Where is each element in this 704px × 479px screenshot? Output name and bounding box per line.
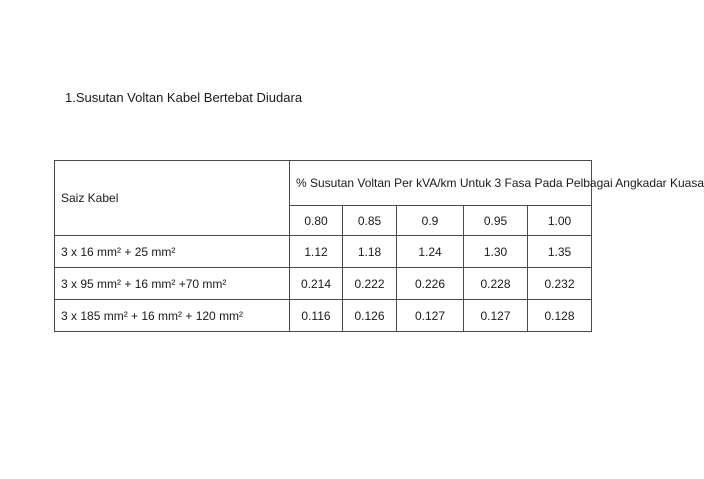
value-cell: 0.226 (397, 268, 464, 300)
power-factor-cell: 0.80 (290, 206, 343, 236)
value-cell: 0.126 (343, 300, 397, 332)
page-title: 1.Susutan Voltan Kabel Bertebat Diudara (65, 90, 303, 105)
power-factor-cell: 0.9 (397, 206, 464, 236)
table-header-row (55, 161, 592, 206)
table-row (55, 236, 592, 268)
cable-size-cell: 3 x 16 mm² + 25 mm² (55, 236, 290, 268)
value-cell: 1.24 (397, 236, 464, 268)
value-cell: 0.214 (290, 268, 343, 300)
value-cell: 1.30 (464, 236, 528, 268)
value-cell: 0.128 (528, 300, 592, 332)
power-factor-cell: 1.00 (528, 206, 592, 236)
power-factor-cell: 0.95 (464, 206, 528, 236)
table-row (55, 300, 592, 332)
cable-size-cell: 3 x 95 mm² + 16 mm² +70 mm² (55, 268, 290, 300)
voltage-drop-table (54, 160, 704, 332)
cable-size-cell: 3 x 185 mm² + 16 mm² + 120 mm² (55, 300, 290, 332)
power-factor-cell: 0.85 (343, 206, 397, 236)
value-cell: 1.18 (343, 236, 397, 268)
voltage-drop-header: % Susutan Voltan Per kVA/km Untuk 3 Fasa Pada Pelbagai Angkadar Kuasa (290, 161, 592, 206)
table-row (55, 268, 592, 300)
value-cell: 1.35 (528, 236, 592, 268)
value-cell: 0.222 (343, 268, 397, 300)
value-cell: 0.116 (290, 300, 343, 332)
value-cell: 0.127 (464, 300, 528, 332)
cable-size-header: Saiz Kabel (55, 161, 290, 236)
value-cell: 0.127 (397, 300, 464, 332)
value-cell: 0.232 (528, 268, 592, 300)
value-cell: 0.228 (464, 268, 528, 300)
value-cell: 1.12 (290, 236, 343, 268)
